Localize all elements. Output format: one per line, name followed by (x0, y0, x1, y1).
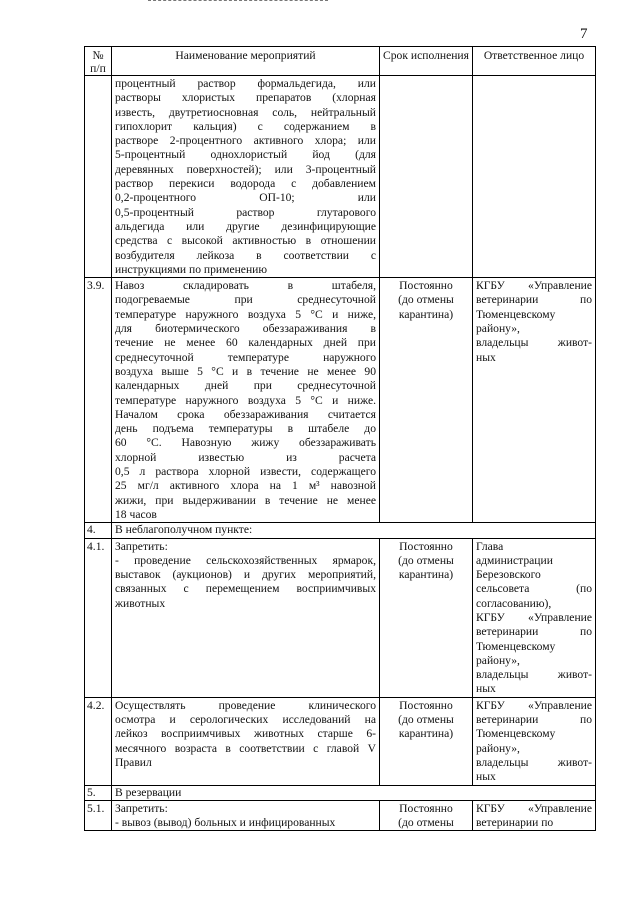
row-num: 4.1. (85, 538, 112, 697)
text-line: сельсовета (по (476, 582, 592, 596)
row-num: 5. (85, 785, 112, 800)
text-line: Постоянно (399, 539, 453, 553)
text-line: району», (476, 653, 520, 667)
text-line: воздуха выше 5 °С и в течение не менее 90 (115, 364, 376, 378)
text-line: ветеринарии по (476, 816, 554, 830)
text-line: жижи, при выдерживании в течение не менее (115, 493, 376, 507)
header-resp: Ответственное лицо (473, 47, 596, 76)
row-num: 4.2. (85, 697, 112, 785)
text-line: администрации (476, 553, 553, 567)
text-line: ных (476, 350, 496, 364)
text-line: выставок (аукционов) и других мероприятий, (115, 568, 376, 582)
text-line: процентный раствор формальдегида, или (115, 77, 376, 90)
text-line: подогреваемые при среднесуточной (115, 293, 376, 307)
text-line: (до отмены (398, 816, 454, 830)
table-row (85, 76, 596, 278)
text-line: температуре наружного воздуха 5 °С и ниже, (115, 307, 376, 321)
text-line: 0,2-процентного ОП-10; или (115, 191, 376, 205)
text-line: среднесуточной температуре наружного (115, 350, 376, 364)
row-text (112, 800, 380, 831)
text-line: гипохлорит кальция) с содержанием в (115, 119, 376, 133)
table-row (85, 278, 596, 523)
row-text (112, 697, 380, 785)
header-term: Срок исполнения (380, 47, 473, 76)
text-line: деревянных поверхностей); или 3-процентный (115, 162, 376, 176)
row-resp (473, 278, 596, 523)
text-line: 60 °С. Навозную жижу обеззараживать (115, 436, 376, 450)
text-line: владельцы живот- (476, 336, 592, 350)
row-resp (473, 697, 596, 785)
row-resp (473, 800, 596, 831)
header-name: Наименование мероприятий (112, 47, 380, 76)
row-term (380, 697, 473, 785)
text-line: растворы хлористых препаратов (хлорная (115, 91, 376, 105)
text-line: КГБУ «Управление (476, 801, 592, 815)
text-line: Глава (476, 539, 504, 553)
text-line: КГБУ «Управление (476, 698, 592, 712)
text-line: известь, двутретиосновная соль, нейтральный (115, 105, 376, 119)
text-line: Березовского (476, 568, 541, 582)
text-line: 25 мг/л активного хлора на 1 м³ навозной (115, 479, 376, 493)
text-line: Правил (115, 755, 152, 769)
text-line: растворе 2-процентного активного хлора; или (115, 134, 376, 148)
text-line: Тюменцевскому (476, 307, 556, 321)
text-line: Запретить: (115, 801, 168, 815)
text-line: владельцы живот- (476, 755, 592, 769)
table-row (85, 800, 596, 831)
text-line: осмотра и серологических исследований на (115, 713, 376, 727)
text-line: ных (476, 770, 496, 784)
text-line: (до отмены (398, 293, 454, 307)
page-number: 7 (580, 26, 588, 42)
text-line: 0,5 л раствора хлорной извести, содержащего (115, 465, 376, 479)
table-row (85, 697, 596, 785)
text-line: температуре наружного воздуха 5 °С и ниже. (115, 393, 376, 407)
text-line: (до отмены (398, 553, 454, 567)
text-line: Постоянно (399, 801, 453, 815)
section-title: В неблагополучном пункте: (112, 523, 596, 538)
text-line: для биотермического обеззараживания в (115, 322, 376, 336)
text-line: владельцы живот- (476, 668, 592, 682)
text-line: ветеринарии по (476, 293, 592, 307)
row-term (380, 278, 473, 523)
text-line: Запретить: (115, 539, 168, 553)
row-num (85, 76, 112, 278)
text-line: возбудителя лейкоза в соответствии с (115, 248, 376, 262)
text-line: месячного возраста в соответствии с главой V (115, 741, 376, 755)
text-line: КГБУ «Управление (476, 610, 592, 624)
text-line: Тюменцевскому (476, 727, 556, 741)
table-row-section (85, 785, 596, 800)
row-term (380, 800, 473, 831)
text-line: 5-процентный однохлористый йод (для (115, 148, 376, 162)
text-line: 0,5-процентный раствор глутарового (115, 205, 376, 219)
text-line: - проведение сельскохозяйственных ярмарок, (115, 553, 376, 567)
text-line: средства с высокой активностью в отношении (115, 234, 376, 248)
top-cut-line (148, 0, 328, 2)
text-line: 18 часов (115, 507, 157, 521)
table-header-row (85, 47, 596, 76)
text-line: день подъема температуры в штабеле до (115, 422, 376, 436)
text-line: ветеринарии по (476, 625, 592, 639)
row-term (380, 538, 473, 697)
text-line: Постоянно (399, 279, 453, 293)
table-row-section (85, 523, 596, 538)
text-line: животных (115, 596, 166, 610)
row-resp (473, 76, 596, 278)
row-term (380, 76, 473, 278)
section-title: В резервации (112, 785, 596, 800)
text-line: Навоз складировать в штабеля, (115, 279, 376, 293)
text-line: согласованию), (476, 596, 552, 610)
text-line: Тюменцевскому (476, 639, 556, 653)
text-line: хлорной известью из расчета (115, 450, 376, 464)
text-line: течение не менее 60 календарных дней при (115, 336, 376, 350)
row-resp (473, 538, 596, 697)
measures-table (84, 46, 596, 831)
row-num: 3.9. (85, 278, 112, 523)
text-line: карантина) (398, 568, 454, 582)
text-line: Постоянно (399, 698, 453, 712)
text-line: ных (476, 682, 496, 696)
text-line: Началом срока обеззараживания считается (115, 407, 376, 421)
text-line: району», (476, 322, 520, 336)
text-line: календарных дней при среднесуточной (115, 379, 376, 393)
text-line: карантина) (398, 727, 454, 741)
row-text (112, 76, 380, 278)
row-text (112, 278, 380, 523)
text-line: (до отмены (398, 713, 454, 727)
row-text (112, 538, 380, 697)
text-line: району», (476, 741, 520, 755)
text-line: ветеринарии по (476, 713, 592, 727)
text-line: альдегида или другие дезинфицирующие (115, 219, 376, 233)
text-line: раствор перекиси водорода с добавлением (115, 177, 376, 191)
row-num: 4. (85, 523, 112, 538)
text-line: связанных с перемещением восприимчивых (115, 582, 376, 596)
text-line: карантина) (398, 307, 454, 321)
text-line: инструкциями по применению (115, 262, 268, 276)
text-line: КГБУ «Управление (476, 279, 592, 293)
header-num: № п/п (85, 47, 112, 76)
row-num: 5.1. (85, 800, 112, 831)
table-row (85, 538, 596, 697)
text-line: - вывоз (вывод) больных и инфицированных (115, 816, 336, 830)
text-line: Осуществлять проведение клинического (115, 698, 376, 712)
text-line: лейкоз восприимчивых животных старше 6- (115, 727, 376, 741)
